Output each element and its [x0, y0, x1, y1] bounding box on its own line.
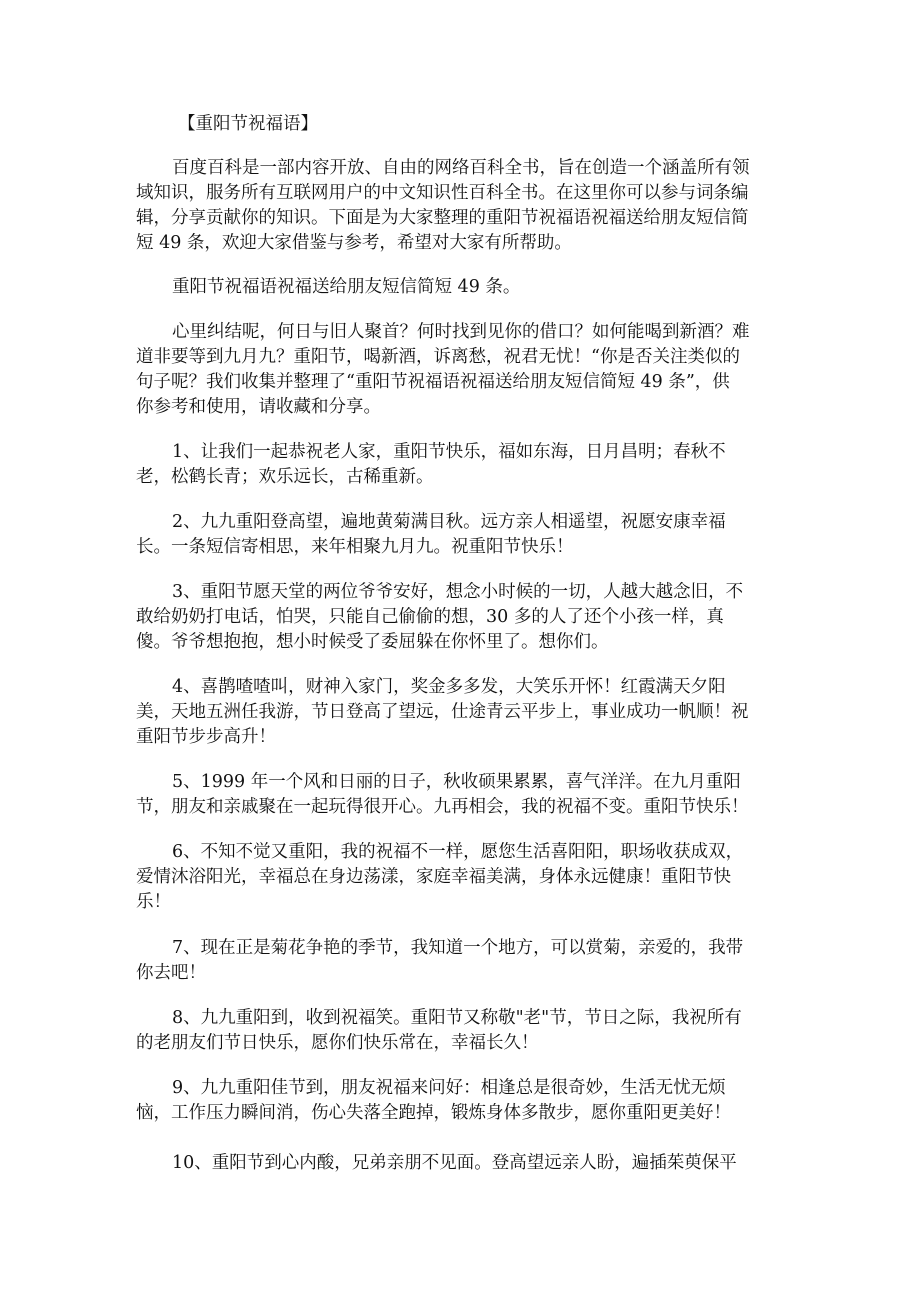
greeting-line: 7、现在正是菊花争艳的季节，我知道一个地方，可以赏菊，亲爱的，我带	[172, 938, 744, 958]
greeting-line: 老，松鹤长青；欢乐远长，古稀重新。	[136, 467, 434, 487]
subtitle: 重阳节祝福语祝福送给朋友短信简短 49 条。	[172, 277, 521, 297]
greeting-line: 敢给奶奶打电话，怕哭，只能自己偷偷的想，30 多的人了还个小孩一样，真	[136, 607, 724, 627]
greeting-line: 9、九九重阳佳节到，朋友祝福来问好：相逢总是很奇妙，生活无忧无烦	[172, 1078, 726, 1098]
intro-line: 辑，分享贡献你的知识。下面是为大家整理的重阳节祝福语祝福送给朋友短信简	[136, 208, 749, 228]
greeting-line: 你去吧！	[136, 963, 206, 983]
intro-line: 短 49 条，欢迎大家借鉴与参考，希望对大家有所帮助。	[136, 233, 572, 253]
lead-line: 你参考和使用，请收藏和分享。	[136, 397, 381, 417]
greeting-line: 重阳节步步高升！	[136, 727, 276, 747]
greeting-line: 8、九九重阳到，收到祝福笑。重阳节又称敬"老"节，节日之际，我祝所有	[172, 1008, 742, 1028]
greeting-line: 恼，工作压力瞬间消，伤心失落全跑掉，锻炼身体多散步，愿你重阳更美好！	[136, 1103, 731, 1123]
greeting-line: 10、重阳节到心内酸，兄弟亲朋不见面。登高望远亲人盼，遍插茱萸保平	[172, 1153, 737, 1173]
intro-line: 百度百科是一部内容开放、自由的网络百科全书，旨在创造一个涵盖所有领	[172, 158, 750, 178]
intro-line: 域知识，服务所有互联网用户的中文知识性百科全书。在这里你可以参与词条编	[136, 183, 749, 203]
greeting-line: 爱情沐浴阳光，幸福总在身边荡漾，家庭幸福美满，身体永远健康！重阳节快	[136, 867, 731, 887]
greeting-line: 5、1999 年一个风和日丽的日子，秋收硕果累累，喜气洋洋。在九月重阳	[172, 772, 741, 792]
lead-line: 道非要等到九月九？重阳节，喝新酒，诉离愁，祝君无忧！“你是否关注类似的	[136, 347, 740, 367]
greeting-line: 4、喜鹊喳喳叫，财神入家门，奖金多多发，大笑乐开怀！红霞满天夕阳	[172, 677, 726, 697]
greeting-line: 6、不知不觉又重阳，我的祝福不一样，愿您生活喜阳阳，职场收获成双，	[172, 842, 744, 862]
lead-line: 心里纠结呢，何日与旧人聚首？何时找到见你的借口？如何能喝到新酒？难	[172, 322, 750, 342]
greeting-line: 美，天地五洲任我游，节日登高了望远，仕途青云平步上，事业成功一帆顺！祝	[136, 702, 749, 722]
greeting-line: 的老朋友们节日快乐，愿你们快乐常在，幸福长久！	[136, 1033, 539, 1053]
greeting-line: 长。一条短信寄相思，来年相聚九月九。祝重阳节快乐！	[136, 537, 574, 557]
greeting-line: 乐！	[136, 892, 171, 912]
greeting-line: 傻。爷爷想抱抱，想小时候受了委屈躲在你怀里了。想你们。	[136, 632, 609, 652]
greeting-line: 3、重阳节愿天堂的两位爷爷安好，想念小时候的一切，人越大越念旧，不	[172, 582, 744, 602]
lead-line: 句子呢？我们收集并整理了“重阳节祝福语祝福送给朋友短信简短 49 条”，供	[136, 372, 730, 392]
document-title: 【重阳节祝福语】	[178, 114, 318, 134]
greeting-line: 2、九九重阳登高望，遍地黄菊满目秋。远方亲人相遥望，祝愿安康幸福	[172, 512, 726, 532]
greeting-line: 1、让我们一起恭祝老人家，重阳节快乐，福如东海，日月昌明；春秋不	[172, 442, 726, 462]
greeting-line: 节，朋友和亲戚聚在一起玩得很开心。九再相会，我的祝福不变。重阳节快乐！	[136, 797, 749, 817]
